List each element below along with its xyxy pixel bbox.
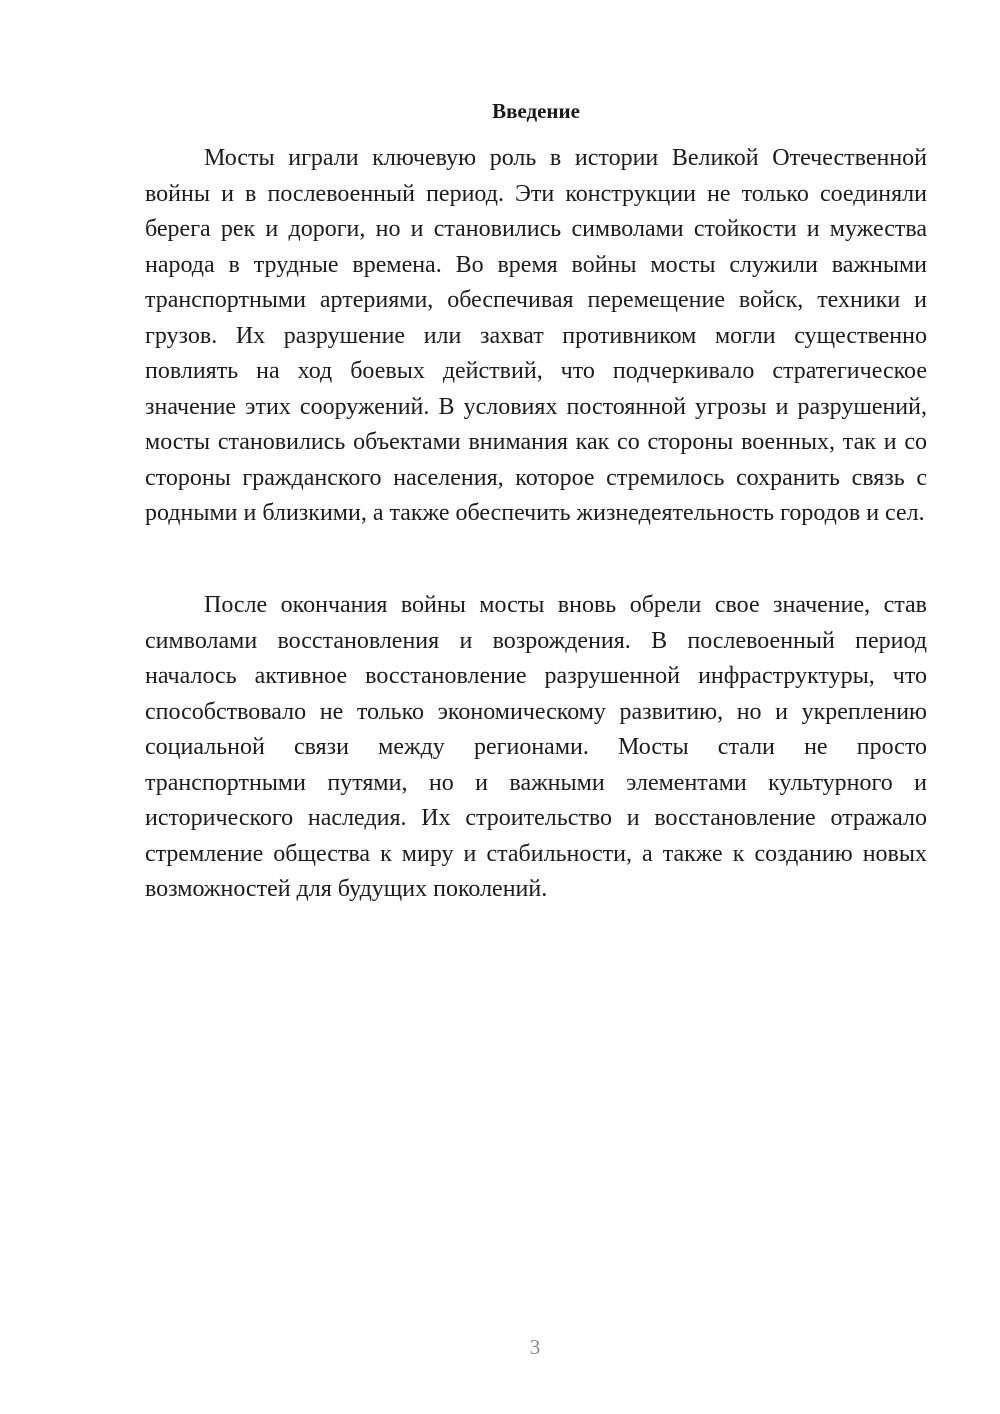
paragraph-2: После окончания войны мосты вновь обрели свое значение, став символами восстановления и возрождения. В послевоенный период началось активное восстановление разрушенной инфраструктуры, что способствовало не только экономическому развитию, но и укреплению социальной связи между регионами. Мосты стали не просто транспортными путями, но и важными элементами культурного и исторического наследия. Их строительство и восстановление отражало стремление общества к миру и стабильности, а также к созданию новых возможностей для будущих поколений. xyxy=(145,592,927,902)
section-heading: Введение xyxy=(492,99,580,123)
paragraph-1: Мосты играли ключевую роль в истории Великой Отечественной войны и в послевоенный период. Эти конструкции не только соединяли берега рек и дороги, но и становились символами стойкости и мужества народа в трудные времена. Во время войны мосты служили важными транспортными артериями, обеспечивая перемещение войск, техники и грузов. Их разрушение или захват противником могли существенно повлиять на ход боевых действий, что подчеркивало стратегическое значение этих сооружений. В условиях постоянной угрозы и разрушений, мосты становились объектами внимания как со стороны военных, так и со стороны гражданского населения, которое стремилось сохранить связь с родными и близкими, а также обеспечить жизнедеятельность городов и сел. xyxy=(145,145,927,526)
page-number: 3 xyxy=(529,1335,541,1359)
